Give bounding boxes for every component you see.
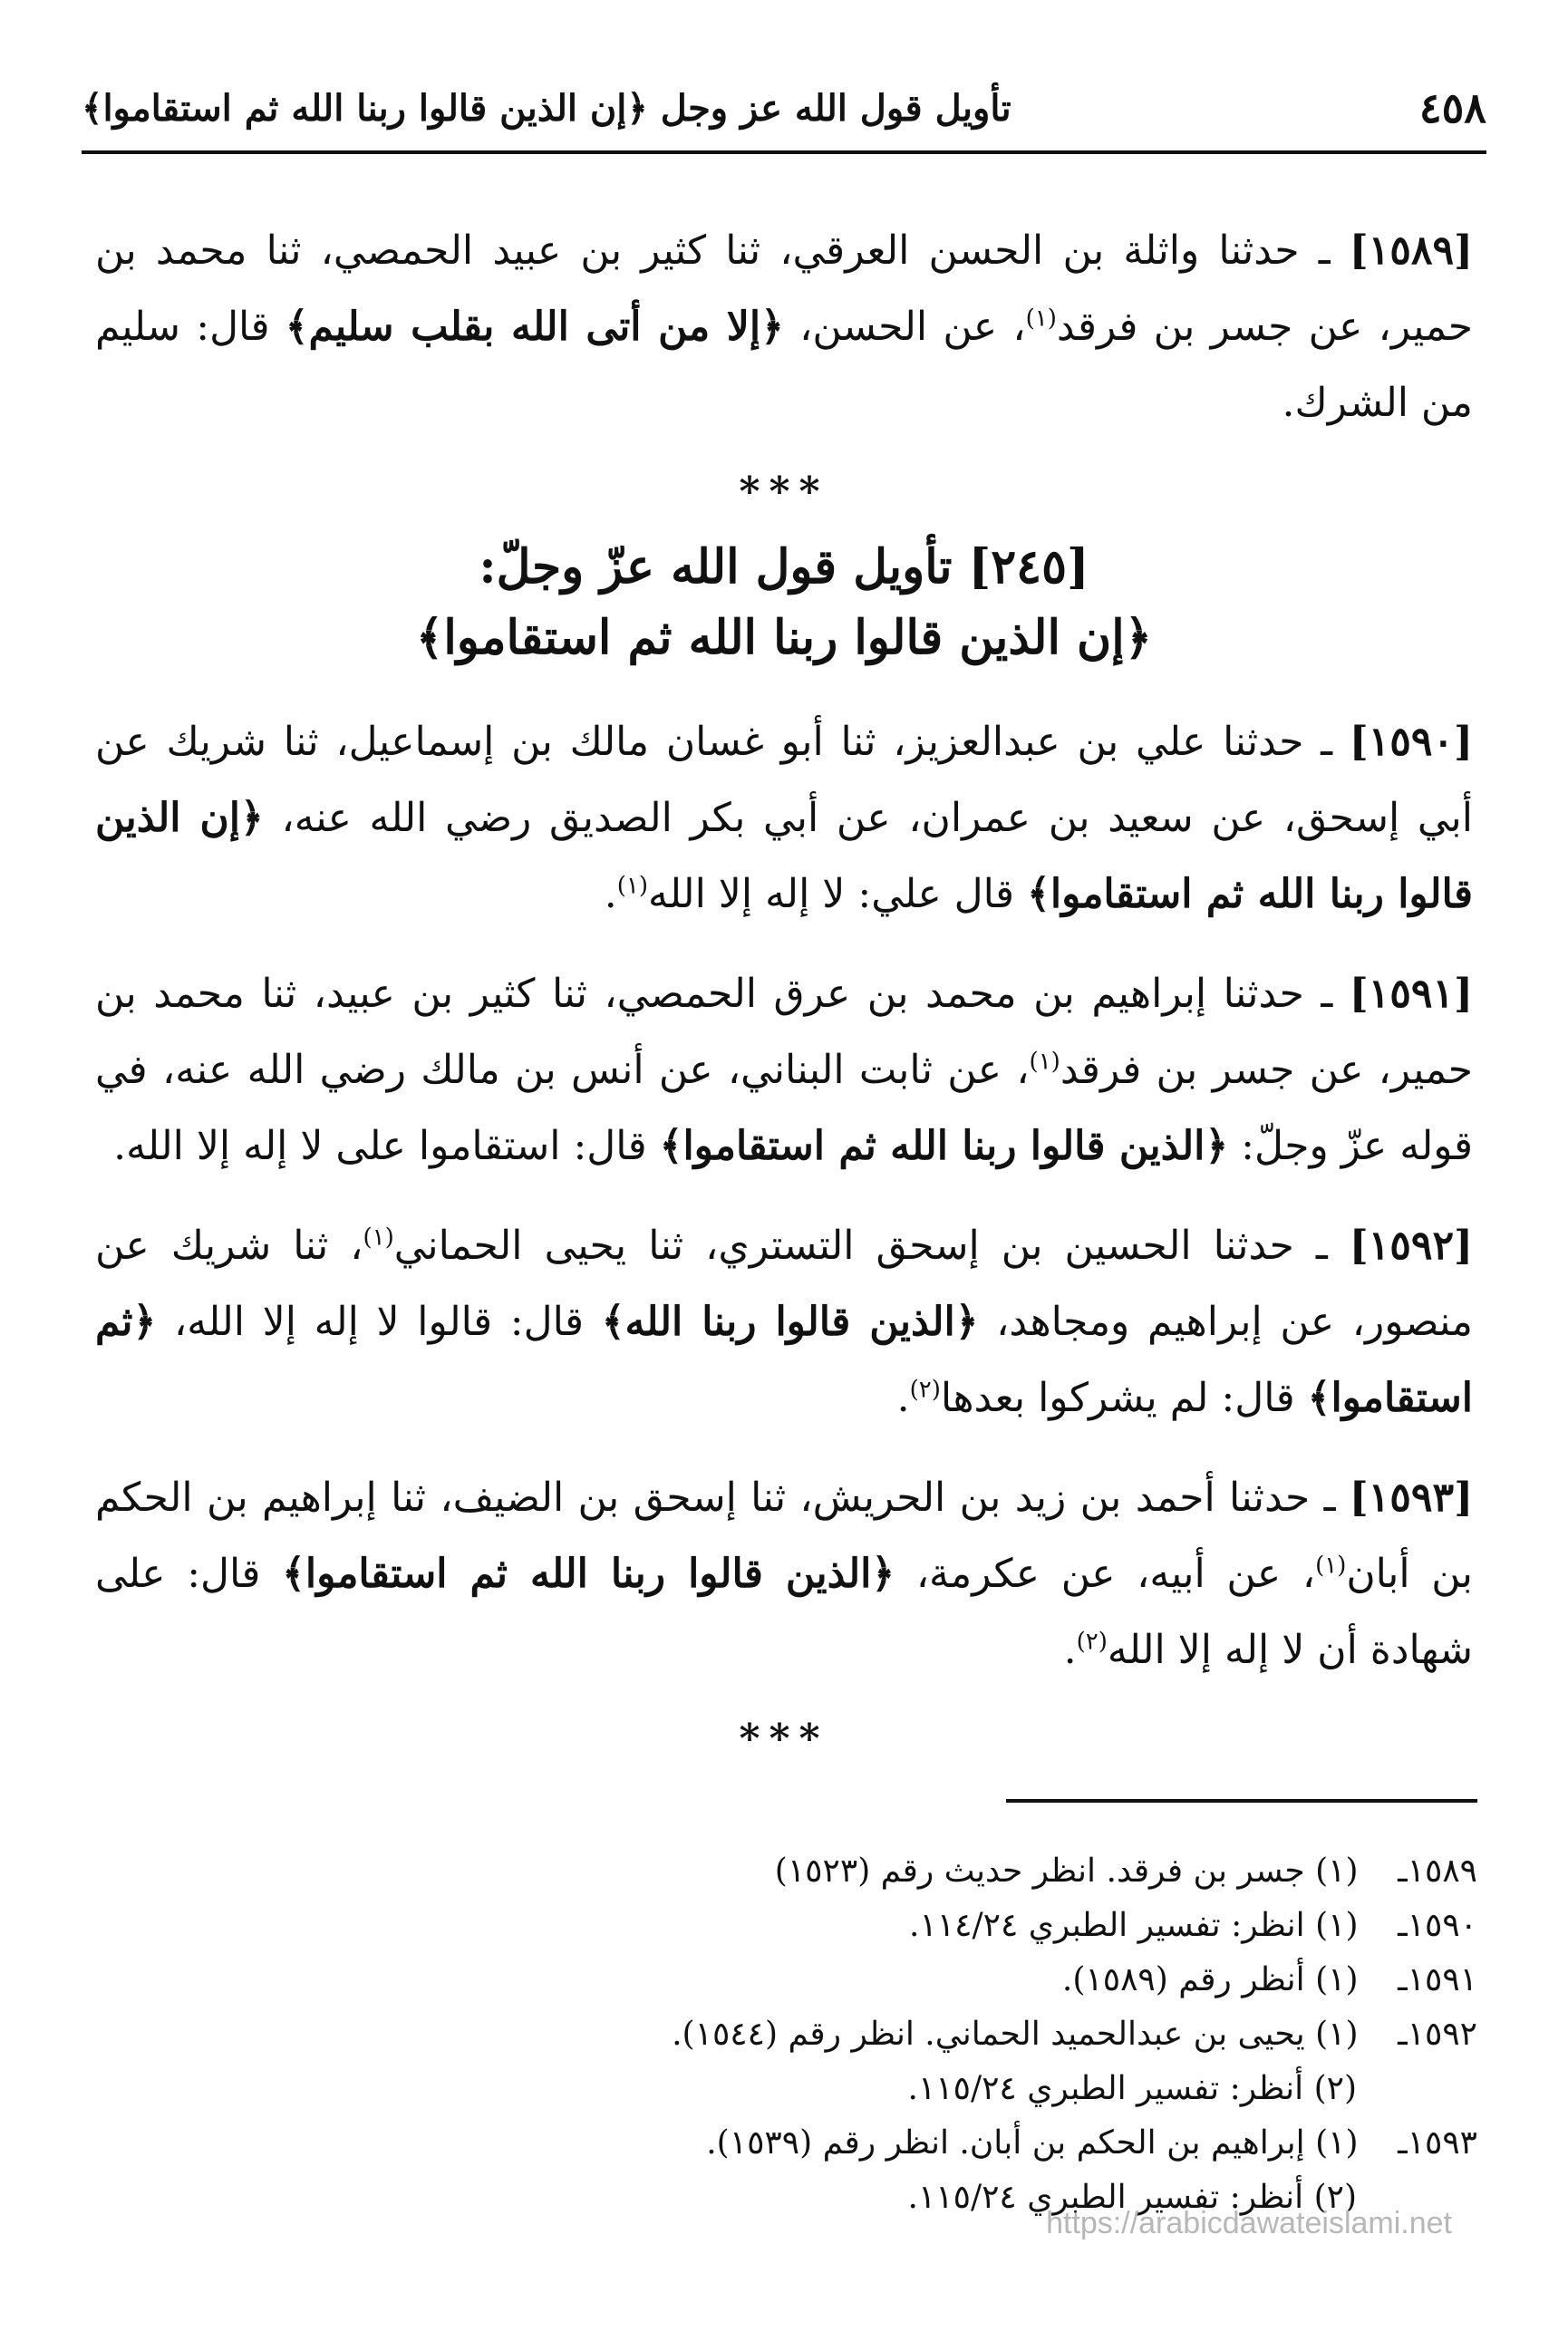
hadith-1590: [١٥٩٠] ـ حدثنا علي بن عبدالعزيز، ثنا أبو غسان مالك بن إسماعيل، ثنا شريك عن أبي إسحق، عن سعيد بن عمران، عن أبي بكر الصديق رضي الله عنه، ﴿إن الذين قالوا ربنا الله ثم استقاموا﴾ قال علي: لا إله إلا الله$^{(١)}$.: [95, 719, 1474, 917]
footnote-item: ١٥٩٠ـ (١) انظر: تفسير الطبري ١١٤/٢٤.: [390, 1899, 1477, 1953]
header-divider: [82, 150, 1486, 154]
hadith-1589: [١٥٨٩] ـ حدثنا واثلة بن الحسن العرقي، ثنا كثير بن عبيد الحمصي، ثنا محمد بن حمير، عن جسر بن فرقد$^{(١)}$، عن الحسن، ﴿إلا من أتى الله بقلب سليم﴾ قال: سليم من الشرك.: [95, 227, 1474, 426]
page-body: [95, 213, 1473, 1766]
section-separator: ***: [739, 469, 829, 515]
quran-verse: ﴿ثم استقاموا﴾: [95, 1299, 1473, 1421]
hadith-1591: [١٥٩١] ـ حدثنا إبراهيم بن محمد بن عرق الحمصي، ثنا كثير بن عبيد، ثنا محمد بن حمير، عن جسر بن فرقد$^{(١)}$، عن ثابت البناني، عن أنس بن مالك رضي الله عنه، في قوله عزّ وجلّ: ﴿الذين قالوا ربنا الله ثم استقاموا﴾ قال: استقاموا على لا إله إلا الله.: [95, 971, 1474, 1169]
hadith-number: [١٥٩٣]: [1349, 1475, 1474, 1521]
quran-verse: ﴿الذين قالوا ربنا الله ثم استقاموا﴾: [659, 1123, 1229, 1169]
watermark-url: https://arabicdawateislami.net: [1046, 2206, 1452, 2240]
chapter-verse: ﴿إن الذين قالوا ربنا الله ثم استقاموا﴾: [415, 610, 1153, 665]
quran-verse: ﴿إلا من أتى الله بقلب سليم﴾: [285, 304, 784, 350]
chapter-title: [٢٤٥] تأويل قول الله عزّ وجلّ:: [479, 539, 1089, 595]
footnote-list: [390, 1844, 1477, 2225]
quran-verse: ﴿الذين قالوا ربنا الله﴾: [601, 1299, 979, 1345]
footnote-item: ١٥٨٩ـ (١) جسر بن فرقد. انظر حديث رقم (١٥٢٣): [390, 1844, 1477, 1899]
hadith-1593: [١٥٩٣] ـ حدثنا أحمد بن زيد بن الحريش، ثنا إسحق بن الضيف، ثنا إبراهيم بن الحكم بن أبان$^{(١)}$، عن أبيه، عن عكرمة، ﴿الذين قالوا ربنا الله ثم استقاموا﴾ قال: على شهادة أن لا إله إلا الله$^{(٢)}$.: [95, 1475, 1474, 1673]
footnote-number: ١٥٩٢ـ: [1398, 2016, 1477, 2053]
quran-verse: ﴿الذين قالوا ربنا الله ثم استقاموا﴾: [282, 1551, 895, 1597]
footnote-number: ١٥٩١ـ: [1398, 1961, 1477, 1998]
footnote-ref[interactable]: (١): [363, 1224, 394, 1252]
footnote-number: ١٥٨٩ـ: [1398, 1852, 1477, 1890]
page-header: [82, 83, 1486, 147]
footnote-ref[interactable]: (١): [1315, 1552, 1347, 1580]
hadith-1592: [١٥٩٢] ـ حدثنا الحسين بن إسحق التستري، ثنا يحيى الحماني$^{(١)}$، ثنا شريك عن منصور، عن إبراهيم ومجاهد، ﴿الذين قالوا ربنا الله﴾ قال: قالوا لا إله إلا الله، ﴿ثم استقاموا﴾ قال: لم يشركوا بعدها$^{(٢)}$.: [95, 1223, 1473, 1421]
footnote-item: (٢) أنظر: تفسير الطبري ١١٥/٢٤.: [907, 2179, 1357, 2216]
footnote-ref[interactable]: (١): [1029, 1048, 1060, 1076]
hadith-number: [١٥٩٢]: [1349, 1223, 1473, 1269]
page-number: ٤٥٨: [1418, 83, 1486, 132]
footnote-item: (٢) أنظر: تفسير الطبري ١١٥/٢٤.: [907, 2070, 1357, 2107]
quran-verse: ﴿إن الذين قالوا ربنا الله ثم استقاموا﴾: [95, 795, 1473, 917]
footnote-ref[interactable]: (٢): [909, 1376, 941, 1404]
footnote-divider: [1006, 1799, 1477, 1803]
hadith-number: [١٥٩٠]: [1349, 719, 1473, 765]
chapter-heading: [95, 532, 1473, 673]
footnote-ref[interactable]: (١): [616, 872, 649, 900]
running-title: تأويل قول الله عز وجل ﴿إن الذين قالوا ربنا الله ثم استقاموا﴾: [82, 87, 1011, 130]
hadith-number: [١٥٨٩]: [1349, 227, 1473, 274]
footnote-item: ١٥٩١ـ (١) أنظر رقم (١٥٨٩).: [390, 1953, 1477, 2007]
footnote-item: ١٥٩٣ـ (١) إبراهيم بن الحكم بن أبان. انظر رقم (١٥٣٩).: [390, 2116, 1477, 2171]
footnote-item: ١٥٩٢ـ (١) يحيى بن عبدالحميد الحماني. انظر رقم (١٥٤٤).: [390, 2007, 1477, 2062]
footnote-ref[interactable]: (١): [1025, 305, 1057, 333]
footnote-ref[interactable]: (٢): [1076, 1628, 1108, 1656]
footnote-number: ١٥٩٠ـ: [1398, 1907, 1477, 1944]
section-separator: ***: [739, 1716, 829, 1762]
footnote-number: ١٥٩٣ـ: [1398, 2124, 1477, 2162]
hadith-number: [١٥٩١]: [1349, 971, 1473, 1017]
